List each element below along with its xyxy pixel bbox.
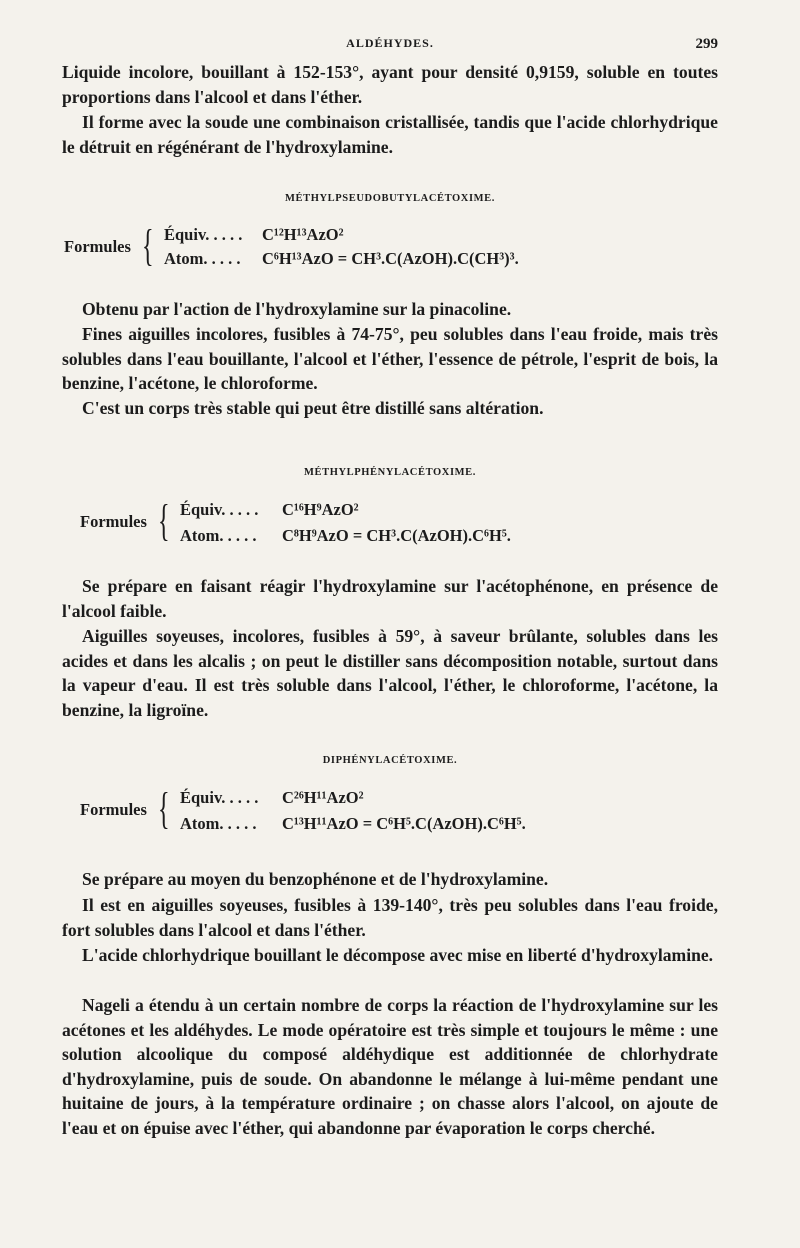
equiv-row [180, 788, 364, 808]
equiv-value: C²⁶H¹¹AzO² [282, 788, 364, 807]
formula-block-2 [80, 496, 680, 552]
section-3-paragraph-3: L'acide chlorhydrique bouillant le décompose avec mise en liberté d'hydroxylamine. [82, 945, 714, 965]
brace-glyph: { [158, 784, 170, 833]
brace-glyph: { [158, 496, 170, 545]
atom-label: Atom. . . . . [164, 249, 241, 268]
section-1-paragraph-3: C'est un corps très stable qui peut être distillé sans altération. [82, 398, 544, 418]
brace-glyph: { [142, 221, 154, 270]
running-title: ALDÉHYDES. [346, 36, 434, 50]
page-number: 299 [695, 36, 718, 52]
section-title-methylpseudobutylacetoxime: MÉTHYLPSEUDOBUTYLACÉTOXIME. [285, 193, 495, 204]
equiv-label: Équiv. . . . . [180, 500, 259, 519]
atom-row [164, 249, 519, 269]
atom-value: C⁸H⁹AzO = CH³.C(AzOH).C⁶H⁵. [282, 526, 511, 545]
section-2-paragraph-1: Se prépare en faisant réagir l'hydroxylamine sur l'acétophénone, en présence de l'alcool faible. [62, 576, 718, 621]
equiv-row [164, 225, 344, 245]
section-2-paragraph-2: Aiguilles soyeuses, incolores, fusibles à 59°, à saveur brûlante, solubles dans les acides et dans les alcalis ; on peut le distiller sans décomposition notable, surtout dans la vapeur d'eau. Il est très soluble dans l'alcool, l'éther, le chloroforme, l'acétone, la benzine, la ligroïne. [62, 626, 718, 720]
section-title-methylphenylacetoxime: MÉTHYLPHÉNYLACÉTOXIME. [304, 467, 476, 478]
intro-paragraph-1: Liquide incolore, bouillant à 152-153°, ayant pour densité 0,9159, soluble en toutes proportions dans l'alcool et dans l'éther. [62, 62, 718, 107]
formulas-label: Formules [64, 237, 131, 256]
atom-label: Atom. . . . . [180, 814, 257, 833]
equiv-label: Équiv. . . . . [180, 788, 259, 807]
section-3-paragraph-1: Se prépare au moyen du benzophénone et de l'hydroxylamine. [82, 869, 549, 889]
atom-value: C¹³H¹¹AzO = C⁶H⁵.C(AzOH).C⁶H⁵. [282, 814, 526, 833]
atom-value: C⁶H¹³AzO = CH³.C(AzOH).C(CH³)³. [262, 249, 519, 268]
section-3-paragraph-2: Il est en aiguilles soyeuses, fusibles à 139-140°, très peu solubles dans l'eau froide, fort solubles dans l'alcool et dans l'éther. [62, 895, 718, 940]
equiv-row [180, 500, 359, 520]
equiv-value: C¹⁶H⁹AzO² [282, 500, 359, 519]
formula-block-1 [64, 221, 664, 277]
formulas-label: Formules [80, 512, 147, 531]
atom-row [180, 526, 511, 546]
page-header [62, 36, 718, 56]
atom-label: Atom. . . . . [180, 526, 257, 545]
atom-row [180, 814, 526, 834]
intro-paragraph-2: Il forme avec la soude une combinaison cristallisée, tandis que l'acide chlorhydrique le détruit en régénérant de l'hydroxylamine. [62, 112, 718, 157]
section-title-diphenylacetoxime: DIPHÉNYLACÉTOXIME. [322, 755, 458, 766]
equiv-value: C¹²H¹³AzO² [262, 225, 344, 244]
section-1-paragraph-2: Fines aiguilles incolores, fusibles à 74-75°, peu solubles dans l'eau froide, mais très solubles dans l'eau bouillante, l'alcool et l'éther, l'essence de pétrole, l'esprit de bois, la benzine, l'acétone, le chloroforme. [62, 324, 718, 393]
equiv-label: Équiv. . . . . [164, 225, 243, 244]
formula-block-3 [80, 784, 680, 840]
formulas-label: Formules [80, 800, 147, 819]
section-1-paragraph-1: Obtenu par l'action de l'hydroxylamine sur la pinacoline. [82, 299, 512, 319]
section-3-paragraph-4: Nageli a étendu à un certain nombre de corps la réaction de l'hydroxylamine sur les acétones et les aldéhydes. Le mode opératoire est très simple et toujours le même : une solution alcoolique du composé aldéhydique est additionnée de chlorhydrate d'hydroxylamine, puis de soude. On abandonne le mélange à lui-même pendant une huitaine de jours, à la température ordinaire ; on chasse alors l'alcool, on ajoute de l'eau et on épuise avec l'éther, qui abandonne par évaporation le corps cherché. [62, 995, 718, 1138]
